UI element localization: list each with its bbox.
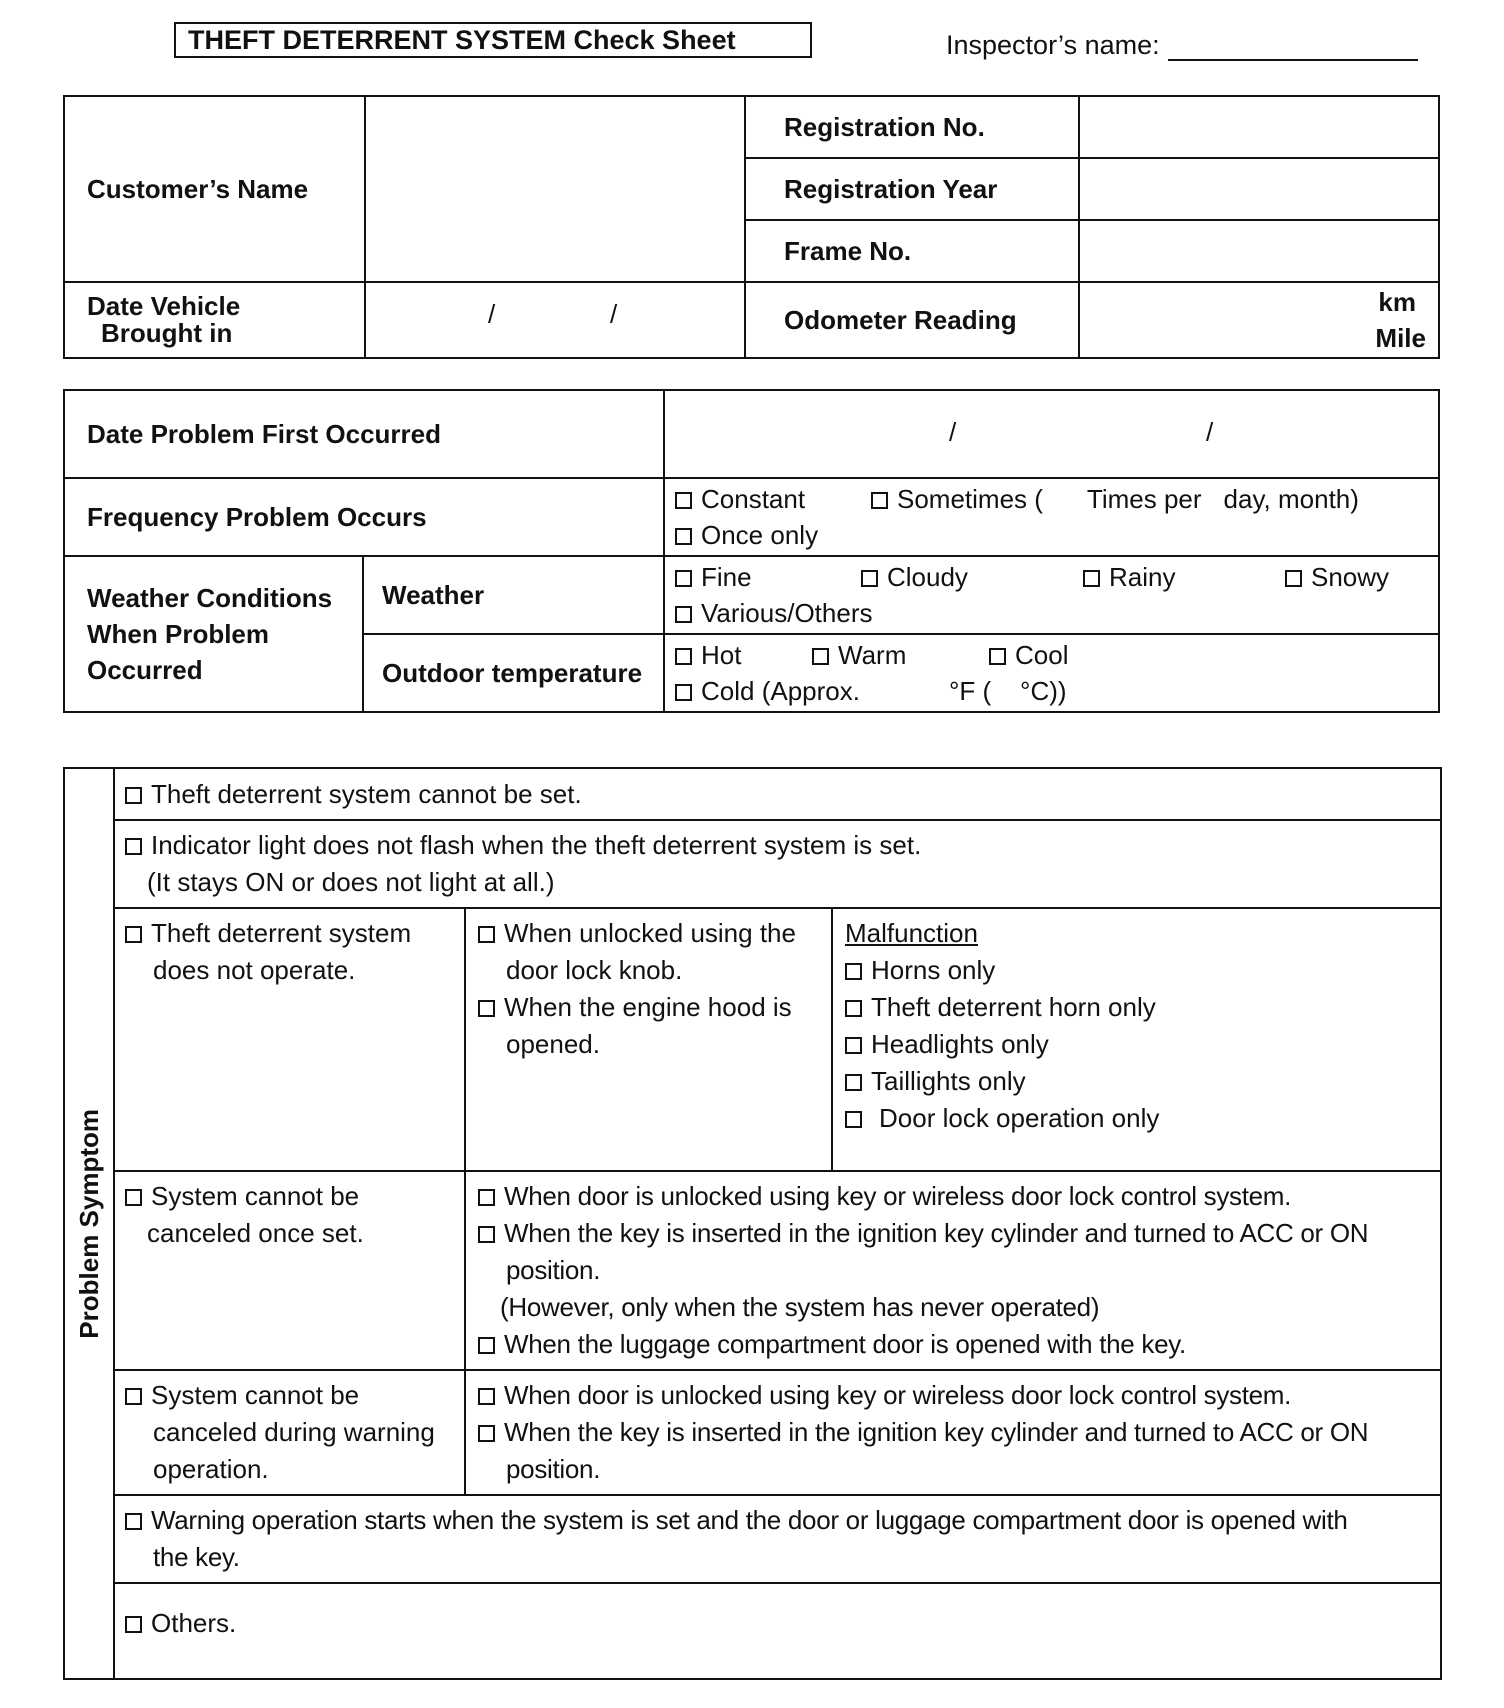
weather-cloudy-option[interactable]: Cloudy bbox=[861, 559, 1083, 595]
sheet-title: THEFT DETERRENT SYSTEM Check Sheet bbox=[174, 22, 812, 58]
problem-symptom-label: Problem Symptom bbox=[73, 1108, 104, 1339]
temperature-hot-option[interactable]: Hot bbox=[675, 637, 812, 673]
temperature-cold-option[interactable]: Cold (Approx. bbox=[675, 673, 949, 709]
vehicle-info-table bbox=[63, 95, 1440, 359]
weather-group-label-line-3: Occurred bbox=[87, 655, 203, 685]
malfunction-label: Malfunction bbox=[845, 918, 978, 948]
inspector-label: Inspector’s name: bbox=[946, 30, 1160, 60]
checkbox-icon[interactable] bbox=[675, 492, 692, 509]
checkbox-icon[interactable] bbox=[478, 1226, 495, 1243]
registration-no-label: Registration No. bbox=[745, 96, 1079, 158]
when-unlocked-option[interactable]: When unlocked using the bbox=[478, 915, 823, 952]
checkbox-icon[interactable] bbox=[478, 1189, 495, 1206]
date-brought-separator-1: / bbox=[488, 299, 496, 329]
checkbox-icon[interactable] bbox=[845, 1000, 862, 1017]
registration-no-input[interactable] bbox=[1079, 96, 1439, 158]
checkbox-icon[interactable] bbox=[478, 1425, 495, 1442]
checkbox-icon[interactable] bbox=[1083, 570, 1100, 587]
malfunction-horns-option[interactable]: Horns only bbox=[845, 952, 1432, 989]
weather-rainy-option[interactable]: Rainy bbox=[1083, 559, 1285, 595]
cannot-cancel-conditions: When door is unlocked using key or wireless door lock control system. When the key is inserted in the ignition key cylinder and turned to ACC or ON position. (However, only when the system has never operated) When the luggage compartment door is opened with the key. bbox=[465, 1171, 1441, 1370]
symptom-warning-cancel[interactable]: System cannot be canceled during warning operation. bbox=[114, 1370, 465, 1495]
symptom-cannot-set[interactable]: Theft deterrent system cannot be set. bbox=[114, 768, 1441, 820]
date-first-label: Date Problem First Occurred bbox=[64, 390, 664, 478]
date-brought-label-line-1: Date Vehicle bbox=[87, 291, 241, 321]
malfunction-options bbox=[832, 908, 1441, 1171]
odometer-input[interactable] bbox=[1079, 282, 1439, 358]
frequency-times-per: Times per bbox=[1086, 484, 1202, 514]
checkbox-icon[interactable] bbox=[125, 1616, 142, 1633]
checkbox-icon[interactable] bbox=[675, 528, 692, 545]
checkbox-icon[interactable] bbox=[845, 1111, 862, 1128]
checkbox-icon[interactable] bbox=[675, 648, 692, 665]
conditions-table bbox=[63, 389, 1440, 713]
odometer-label: Odometer Reading bbox=[745, 282, 1079, 358]
when-hood-option[interactable]: When the engine hood is bbox=[478, 989, 823, 1026]
date-brought-separator-2: / bbox=[610, 299, 618, 329]
registration-year-input[interactable] bbox=[1079, 158, 1439, 220]
checkbox-icon[interactable] bbox=[125, 1189, 142, 1206]
temperature-options bbox=[664, 634, 1439, 712]
malfunction-headlights-option[interactable]: Headlights only bbox=[845, 1026, 1432, 1063]
cancel-luggage-option[interactable]: When the luggage compartment door is opened with the key. bbox=[478, 1326, 1432, 1363]
checkbox-icon[interactable] bbox=[125, 787, 142, 804]
cancel-door-option[interactable]: When door is unlocked using key or wireless door lock control system. bbox=[478, 1178, 1432, 1215]
frame-no-input[interactable] bbox=[1079, 220, 1439, 282]
checkbox-icon[interactable] bbox=[675, 570, 692, 587]
frame-no-label: Frame No. bbox=[745, 220, 1079, 282]
checkbox-icon[interactable] bbox=[125, 1513, 142, 1530]
checkbox-icon[interactable] bbox=[812, 648, 829, 665]
warn-door-option[interactable]: When door is unlocked using key or wireless door lock control system. bbox=[478, 1377, 1432, 1414]
checkbox-icon[interactable] bbox=[1285, 570, 1302, 587]
date-brought-input[interactable] bbox=[365, 282, 745, 358]
malfunction-taillights-option[interactable]: Taillights only bbox=[845, 1063, 1432, 1100]
checkbox-icon[interactable] bbox=[845, 1074, 862, 1091]
checkbox-icon[interactable] bbox=[478, 926, 495, 943]
malfunction-theft-horn-option[interactable]: Theft deterrent horn only bbox=[845, 989, 1432, 1026]
warn-key-option[interactable]: When the key is inserted in the ignition key cylinder and turned to ACC or ON bbox=[478, 1414, 1432, 1451]
frequency-once-option[interactable]: Once only bbox=[675, 517, 818, 553]
symptom-cannot-cancel[interactable]: System cannot be canceled once set. bbox=[114, 1171, 465, 1370]
checkbox-icon[interactable] bbox=[125, 1388, 142, 1405]
unit-km: km bbox=[1378, 287, 1416, 317]
problem-symptom-side bbox=[64, 768, 114, 1679]
checkbox-icon[interactable] bbox=[845, 1037, 862, 1054]
date-first-separator-1: / bbox=[949, 417, 957, 447]
unit-mile: Mile bbox=[1375, 323, 1426, 353]
temperature-cool-option[interactable]: Cool bbox=[989, 637, 1068, 673]
temperature-label: Outdoor temperature bbox=[363, 634, 664, 712]
date-brought-label bbox=[64, 282, 365, 358]
cancel-key-option[interactable]: When the key is inserted in the ignition key cylinder and turned to ACC or ON bbox=[478, 1215, 1432, 1252]
weather-group-label-line-2: When Problem bbox=[87, 619, 270, 649]
cancel-however-note: (However, only when the system has never operated) bbox=[500, 1292, 1100, 1322]
weather-various-option[interactable]: Various/Others bbox=[675, 595, 872, 631]
inspector-name-input[interactable] bbox=[1168, 35, 1418, 61]
temperature-warm-option[interactable]: Warm bbox=[812, 637, 989, 673]
warning-cancel-conditions: When door is unlocked using key or wireless door lock control system. When the key is inserted in the ignition key cylinder and turned to ACC or ON position. bbox=[465, 1370, 1441, 1495]
checkbox-icon[interactable] bbox=[675, 606, 692, 623]
date-brought-label-line-2: Brought in bbox=[101, 318, 233, 348]
weather-snowy-option[interactable]: Snowy bbox=[1285, 559, 1389, 595]
checkbox-icon[interactable] bbox=[871, 492, 888, 509]
frequency-day-month: day, month) bbox=[1223, 484, 1359, 514]
checkbox-icon[interactable] bbox=[125, 926, 142, 943]
date-first-input[interactable] bbox=[664, 390, 1439, 478]
symptom-others[interactable]: Others. bbox=[114, 1583, 1441, 1679]
frequency-options bbox=[664, 478, 1439, 556]
checkbox-icon[interactable] bbox=[675, 684, 692, 701]
weather-label: Weather bbox=[363, 556, 664, 634]
checkbox-icon[interactable] bbox=[478, 1000, 495, 1017]
weather-options bbox=[664, 556, 1439, 634]
checkbox-icon[interactable] bbox=[478, 1388, 495, 1405]
frequency-sometimes-option[interactable]: Sometimes ( bbox=[871, 481, 1043, 517]
date-first-separator-2: / bbox=[1206, 417, 1214, 447]
malfunction-door-lock-option[interactable]: Door lock operation only bbox=[845, 1100, 1432, 1137]
symptom-not-operate[interactable]: Theft deterrent system does not operate. bbox=[114, 908, 465, 1171]
symptom-indicator[interactable]: Indicator light does not flash when the theft deterrent system is set. (It stays ON or does not light at all.) bbox=[114, 820, 1441, 908]
temperature-cold-units: °F ( °C)) bbox=[949, 676, 1067, 706]
registration-year-label: Registration Year bbox=[745, 158, 1079, 220]
symptom-warning-starts[interactable]: Warning operation starts when the system is set and the door or luggage compartment door is opened with the key. bbox=[114, 1495, 1441, 1583]
not-operate-conditions: When unlocked using the door lock knob. When the engine hood is opened. bbox=[465, 908, 832, 1171]
customer-name-label: Customer’s Name bbox=[64, 96, 365, 282]
symptom-table bbox=[63, 767, 1442, 1680]
frequency-constant-option[interactable]: Constant bbox=[675, 481, 871, 517]
checkbox-icon[interactable] bbox=[989, 648, 1006, 665]
inspector-field bbox=[946, 30, 1418, 61]
checkbox-icon[interactable] bbox=[861, 570, 878, 587]
checkbox-icon[interactable] bbox=[845, 963, 862, 980]
checkbox-icon[interactable] bbox=[478, 1337, 495, 1354]
customer-name-input[interactable] bbox=[365, 96, 745, 282]
frequency-label: Frequency Problem Occurs bbox=[64, 478, 664, 556]
weather-group-label-line-1: Weather Conditions bbox=[87, 583, 333, 613]
checkbox-icon[interactable] bbox=[125, 838, 142, 855]
weather-group-label bbox=[64, 556, 363, 712]
weather-fine-option[interactable]: Fine bbox=[675, 559, 861, 595]
